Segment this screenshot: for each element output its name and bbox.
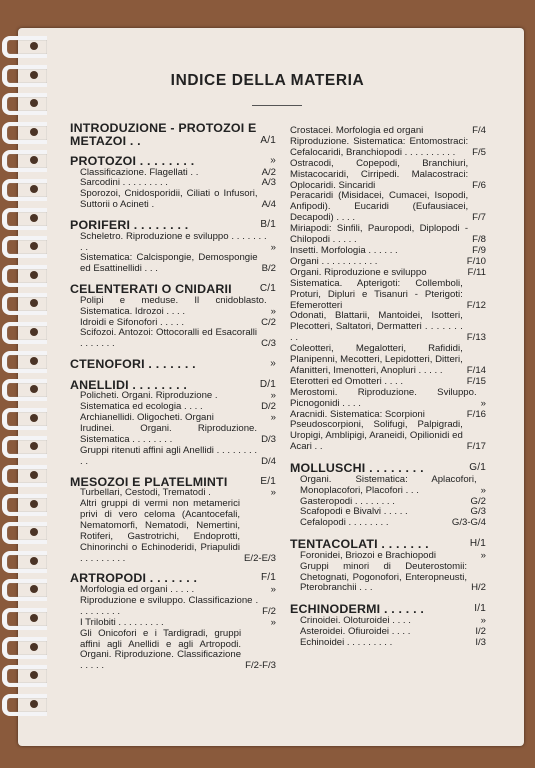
title-divider [252, 105, 302, 106]
toc-entry [290, 279, 486, 312]
entry-label: Organi . . . . . . . . . . . [290, 255, 378, 267]
punch-hole [30, 128, 38, 136]
entry-label: Insetti. Morfologia . . . . . . [290, 244, 398, 256]
page-reference: D/4 [261, 455, 276, 467]
entry-label: Odonati, Blattarii, Mantoidei, Isotteri, Plecotteri, Saltatori, Dermatteri . . . . . . . . . [290, 310, 463, 344]
entry-label: Polipi e meduse. Il cnidoblasto. Sistematica. Idrozoi . . . . [80, 294, 267, 317]
binding-ring [2, 122, 47, 144]
toc-entry [290, 137, 486, 159]
entry-label: Ostracodi, Copepodi, Branchiuri, Mistacocaridi, Cirripedi. Malacostraci: Oplocaridi. Sincaridi [290, 157, 469, 191]
punch-hole [30, 414, 38, 422]
entry-label: Sarcodini . . . . . . . . . [80, 177, 168, 189]
entry-label: Pseudoscorpioni, Solifugi, Palpigradi, Uropigi, Amblipigi, Araneidi, Opilionidi ed Acari . . [290, 419, 463, 453]
page-reference: F/12 [466, 299, 486, 311]
toc-entry [70, 328, 276, 350]
page-reference: » [270, 358, 276, 370]
page-reference: F/2 [262, 605, 276, 617]
binding-ring [2, 93, 47, 115]
page-reference: » [480, 484, 486, 496]
entry-label: Gruppi ritenuti affini agli Anellidi . . . . . . . . . . [80, 444, 258, 467]
toc-section-heading [290, 603, 486, 616]
entry-label: Riproduzione e sviluppo. Classificazione . . . . . . . . . [80, 594, 259, 617]
toc-section-heading [290, 462, 486, 475]
page-reference: » [480, 549, 486, 561]
page-reference: D/1 [259, 378, 276, 390]
toc-entry [290, 638, 486, 649]
section-label: MESOZOI E PLATELMINTI [70, 474, 228, 489]
punch-hole [30, 214, 38, 222]
toc-entry [70, 232, 276, 254]
page-reference: » [480, 397, 486, 409]
page-reference: G/3 [470, 506, 486, 518]
page-reference: C/3 [261, 338, 276, 350]
toc-entry [290, 159, 486, 192]
entry-label: Foronidei, Briozoi e Brachiopodi [300, 549, 436, 561]
punch-hole [30, 357, 38, 365]
section-label: MOLLUSCHI . . . . . . . . [290, 461, 424, 476]
section-label: PROTOZOI . . . . . . . . [70, 154, 195, 168]
toc-entry [70, 253, 276, 275]
entry-label: Morfologia ed organi . . . . . [80, 583, 195, 595]
entry-label: Policheti. Organi. Riproduzione . [80, 390, 218, 402]
toc-entry [70, 629, 276, 673]
punch-hole [30, 42, 38, 50]
page-reference: G/2 [470, 495, 486, 507]
entry-label: I Trilobiti . . . . . . . . . [80, 616, 164, 628]
toc-entry [290, 344, 486, 377]
page-reference: C/1 [259, 283, 276, 295]
entry-label: Scheletro. Riproduzione e sviluppo . . . . . . . . . [80, 230, 267, 253]
page-reference: B/1 [260, 219, 276, 231]
entry-label: Organi. Sistematica: Aplacofori, Monoplacofori, Placofori . . . [300, 473, 477, 496]
section-label: PORIFERI . . . . . . . . [70, 218, 189, 233]
binding-ring [2, 179, 47, 201]
binding-ring [2, 150, 47, 172]
binding-ring [2, 293, 47, 315]
page-reference: » [270, 487, 276, 499]
binding-ring [2, 694, 47, 716]
toc-entry [70, 618, 276, 629]
binding-ring [2, 608, 47, 630]
section-label: ARTROPODI . . . . . . . [70, 571, 198, 586]
entry-label: Aracnidi. Sistematica: Scorpioni [290, 408, 425, 420]
page-reference: E/2-E/3 [244, 552, 276, 564]
entry-label: Crostacei. Morfologia ed organi [290, 125, 424, 136]
page-reference: H/1 [469, 538, 486, 550]
page-reference: F/8 [472, 234, 486, 246]
binding-ring [2, 436, 47, 458]
binding-ring [2, 579, 47, 601]
page-reference: F/15 [466, 375, 486, 387]
toc-right-column [290, 126, 486, 649]
toc-entry [290, 551, 486, 562]
entry-label: Peracaridi (Misidacei, Cumacei, Isopodi, Anfipodi). Eucaridi (Eufausiacei, Decapodi) . . . . [290, 190, 469, 224]
punch-hole [30, 185, 38, 193]
section-label: CELENTERATI O CNIDARII [70, 282, 232, 297]
toc-entry [70, 189, 276, 211]
toc-entry [290, 475, 486, 497]
page-reference: G/1 [469, 462, 486, 474]
page-reference: F/2-F/3 [245, 660, 276, 672]
page-reference: F/14 [466, 364, 486, 376]
binding-ring [2, 465, 47, 487]
toc-section-heading [70, 219, 276, 232]
binding-ring [2, 351, 47, 373]
entry-label: Irudinei. Organi. Riproduzione. Sistematica . . . . . . . . [80, 423, 258, 445]
binding-ring [2, 265, 47, 287]
entry-label: Turbellari, Cestodi, Trematodi . [80, 487, 211, 499]
page-reference: » [270, 305, 276, 317]
page-reference: F/7 [472, 212, 486, 224]
punch-hole [30, 700, 38, 708]
entry-label: Organi. Riproduzione e sviluppo [290, 266, 427, 278]
binding-ring [2, 637, 47, 659]
page-reference: » [270, 412, 276, 424]
page-reference: F/9 [472, 244, 486, 256]
page-reference: » [480, 614, 486, 626]
page-reference: » [270, 155, 276, 166]
toc-entry [290, 518, 486, 529]
toc-section-heading [70, 283, 276, 296]
toc-entry [70, 446, 276, 468]
page-reference: F/16 [466, 408, 486, 420]
punch-hole [30, 471, 38, 479]
page-reference: F/6 [472, 179, 486, 191]
entry-label: Altri gruppi di vermi non metamerici privi di vero celoma (Acantocefali, Nematomorfi, Nematodi, Nemertini, Rotiferi, Gastrotrichi, Endoprotti, Chinorinchi o Echinoderidi, Priapulidi . . . . . . . . . [80, 498, 240, 564]
binding-ring [2, 522, 47, 544]
entry-label: Idroidi e Sifonofori . . . . . [80, 316, 184, 328]
toc-entry [290, 224, 486, 246]
binding-ring [2, 36, 47, 58]
page-reference: H/2 [471, 582, 486, 594]
entry-label: Scafopodi e Bivalvi . . . . . [300, 506, 408, 518]
section-label: CTENOFORI . . . . . . . [70, 357, 196, 372]
toc-entry [290, 191, 486, 224]
page-reference: » [270, 390, 276, 402]
page-reference: » [270, 583, 276, 595]
page-reference: F/17 [466, 441, 486, 453]
section-label: TENTACOLATI . . . . . . . [290, 537, 429, 552]
entry-label: Sistematica. Apterigoti: Collemboli, Proturi, Dipluri e Tisanuri - Pterigoti: Efemerotteri [290, 277, 463, 311]
toc-entry [70, 596, 276, 618]
page-reference: F/4 [472, 125, 486, 136]
entry-label: Gruppi minori di Deuterostomii: Chetognati, Pogonofori, Enteropneusti, Pterobranchii . . . [300, 560, 468, 594]
punch-hole [30, 643, 38, 651]
page-reference: A/1 [260, 134, 276, 146]
spiral-binding [0, 30, 50, 730]
toc-left-column [70, 122, 276, 672]
punch-hole [30, 271, 38, 279]
page-reference: » [270, 616, 276, 628]
page-reference: C/2 [261, 316, 276, 328]
toc-entry [290, 420, 486, 453]
entry-label: Classificazione. Flagellati . . [80, 166, 199, 178]
entry-label: Gli Onicofori e i Tardigradi, gruppi affini agli Anellidi e agli Artropodi. Organi. Riproduzione. Classificazione . . . . . [80, 627, 242, 672]
toc-entry [70, 296, 276, 318]
toc-entry [290, 562, 486, 595]
page-reference: I/3 [475, 636, 486, 648]
entry-label: Riproduzione. Sistematica: Entomostraci: Cefalocaridi, Branchiopodi . . . . . . . . . . [290, 135, 469, 158]
binding-ring [2, 322, 47, 344]
entry-label: Cefalopodi . . . . . . . . [300, 517, 389, 529]
page-reference: A/3 [261, 177, 276, 189]
toc-section-heading [70, 155, 276, 168]
page-reference: E/1 [260, 475, 276, 487]
page-reference: F/1 [260, 572, 276, 584]
entry-label: Echinoidei . . . . . . . . . [300, 636, 393, 648]
section-label: ECHINODERMI . . . . . . [290, 602, 425, 617]
section-label: ANELLIDI . . . . . . . . [70, 377, 188, 392]
page-reference: D/2 [261, 401, 276, 413]
page-reference: I/2 [475, 625, 486, 637]
page-reference: A/2 [261, 166, 276, 178]
entry-label: Gasteropodi . . . . . . . . [300, 495, 395, 507]
page-reference: F/13 [466, 332, 486, 344]
toc-entry [290, 388, 486, 410]
entry-label: Coleotteri, Megalotteri, Rafididi, Planipenni, Mecotteri, Lepidotteri, Ditteri, Afanitteri, Imenotteri, Anopluri . . . . . [290, 343, 463, 376]
toc-entry [70, 499, 276, 564]
entry-label: Asteroidei. Ofiuroidei . . . . [300, 625, 411, 637]
entry-label: Merostomi. Riproduzione. Sviluppo. Picnogonidi . . . . [290, 386, 477, 409]
section-label: INTRODUZIONE - PROTOZOI E METAZOI . . [70, 121, 257, 148]
toc-entry [290, 311, 486, 344]
entry-label: Sporozoi, Cnidosporidii, Ciliati o Infusori, Suttorii o Acineti . [80, 188, 258, 211]
punch-hole [30, 557, 38, 565]
entry-label: Miriapodi: Sinfili, Pauropodi, Diplopodi - Chilopodi . . . . . [290, 223, 469, 246]
entry-label: Crinoidei. Oloturoidei . . . . [300, 614, 411, 626]
punch-hole [30, 614, 38, 622]
page-reference: F/5 [472, 146, 486, 158]
page-reference: F/10 [466, 255, 486, 267]
page-reference: I/1 [474, 603, 486, 615]
toc-section-heading [70, 122, 276, 147]
page-reference: B/2 [261, 263, 276, 275]
page-reference: F/11 [467, 266, 486, 278]
entry-label: Sistematica: Calcispongie, Demospongie ed Esattinellidi . . . [80, 252, 258, 275]
page-reference: G/3-G/4 [451, 517, 486, 529]
entry-label: Eterotteri ed Omotteri . . . . [290, 375, 404, 387]
punch-hole [30, 328, 38, 336]
binding-ring [2, 379, 47, 401]
entry-label: Sistematica ed ecologia . . . . [80, 401, 203, 413]
page-reference: D/3 [261, 433, 276, 445]
binding-ring [2, 408, 47, 430]
binding-ring [2, 208, 47, 230]
entry-label: Archianellidi. Oligocheti. Organi [80, 412, 214, 424]
binding-ring [2, 236, 47, 258]
toc-entry [70, 424, 276, 446]
page-reference: » [270, 241, 276, 253]
page-title: INDICE DELLA MATERIA [170, 72, 365, 89]
toc-section-heading [290, 538, 486, 551]
binding-ring [2, 494, 47, 516]
page-reference: A/4 [261, 199, 276, 211]
binding-ring [2, 551, 47, 573]
entry-label: Scifozoi. Antozoi: Ottocoralli ed Esacoralli . . . . . . . [80, 327, 258, 350]
binding-ring [2, 665, 47, 687]
toc-section-heading [70, 358, 276, 371]
punch-hole [30, 500, 38, 508]
